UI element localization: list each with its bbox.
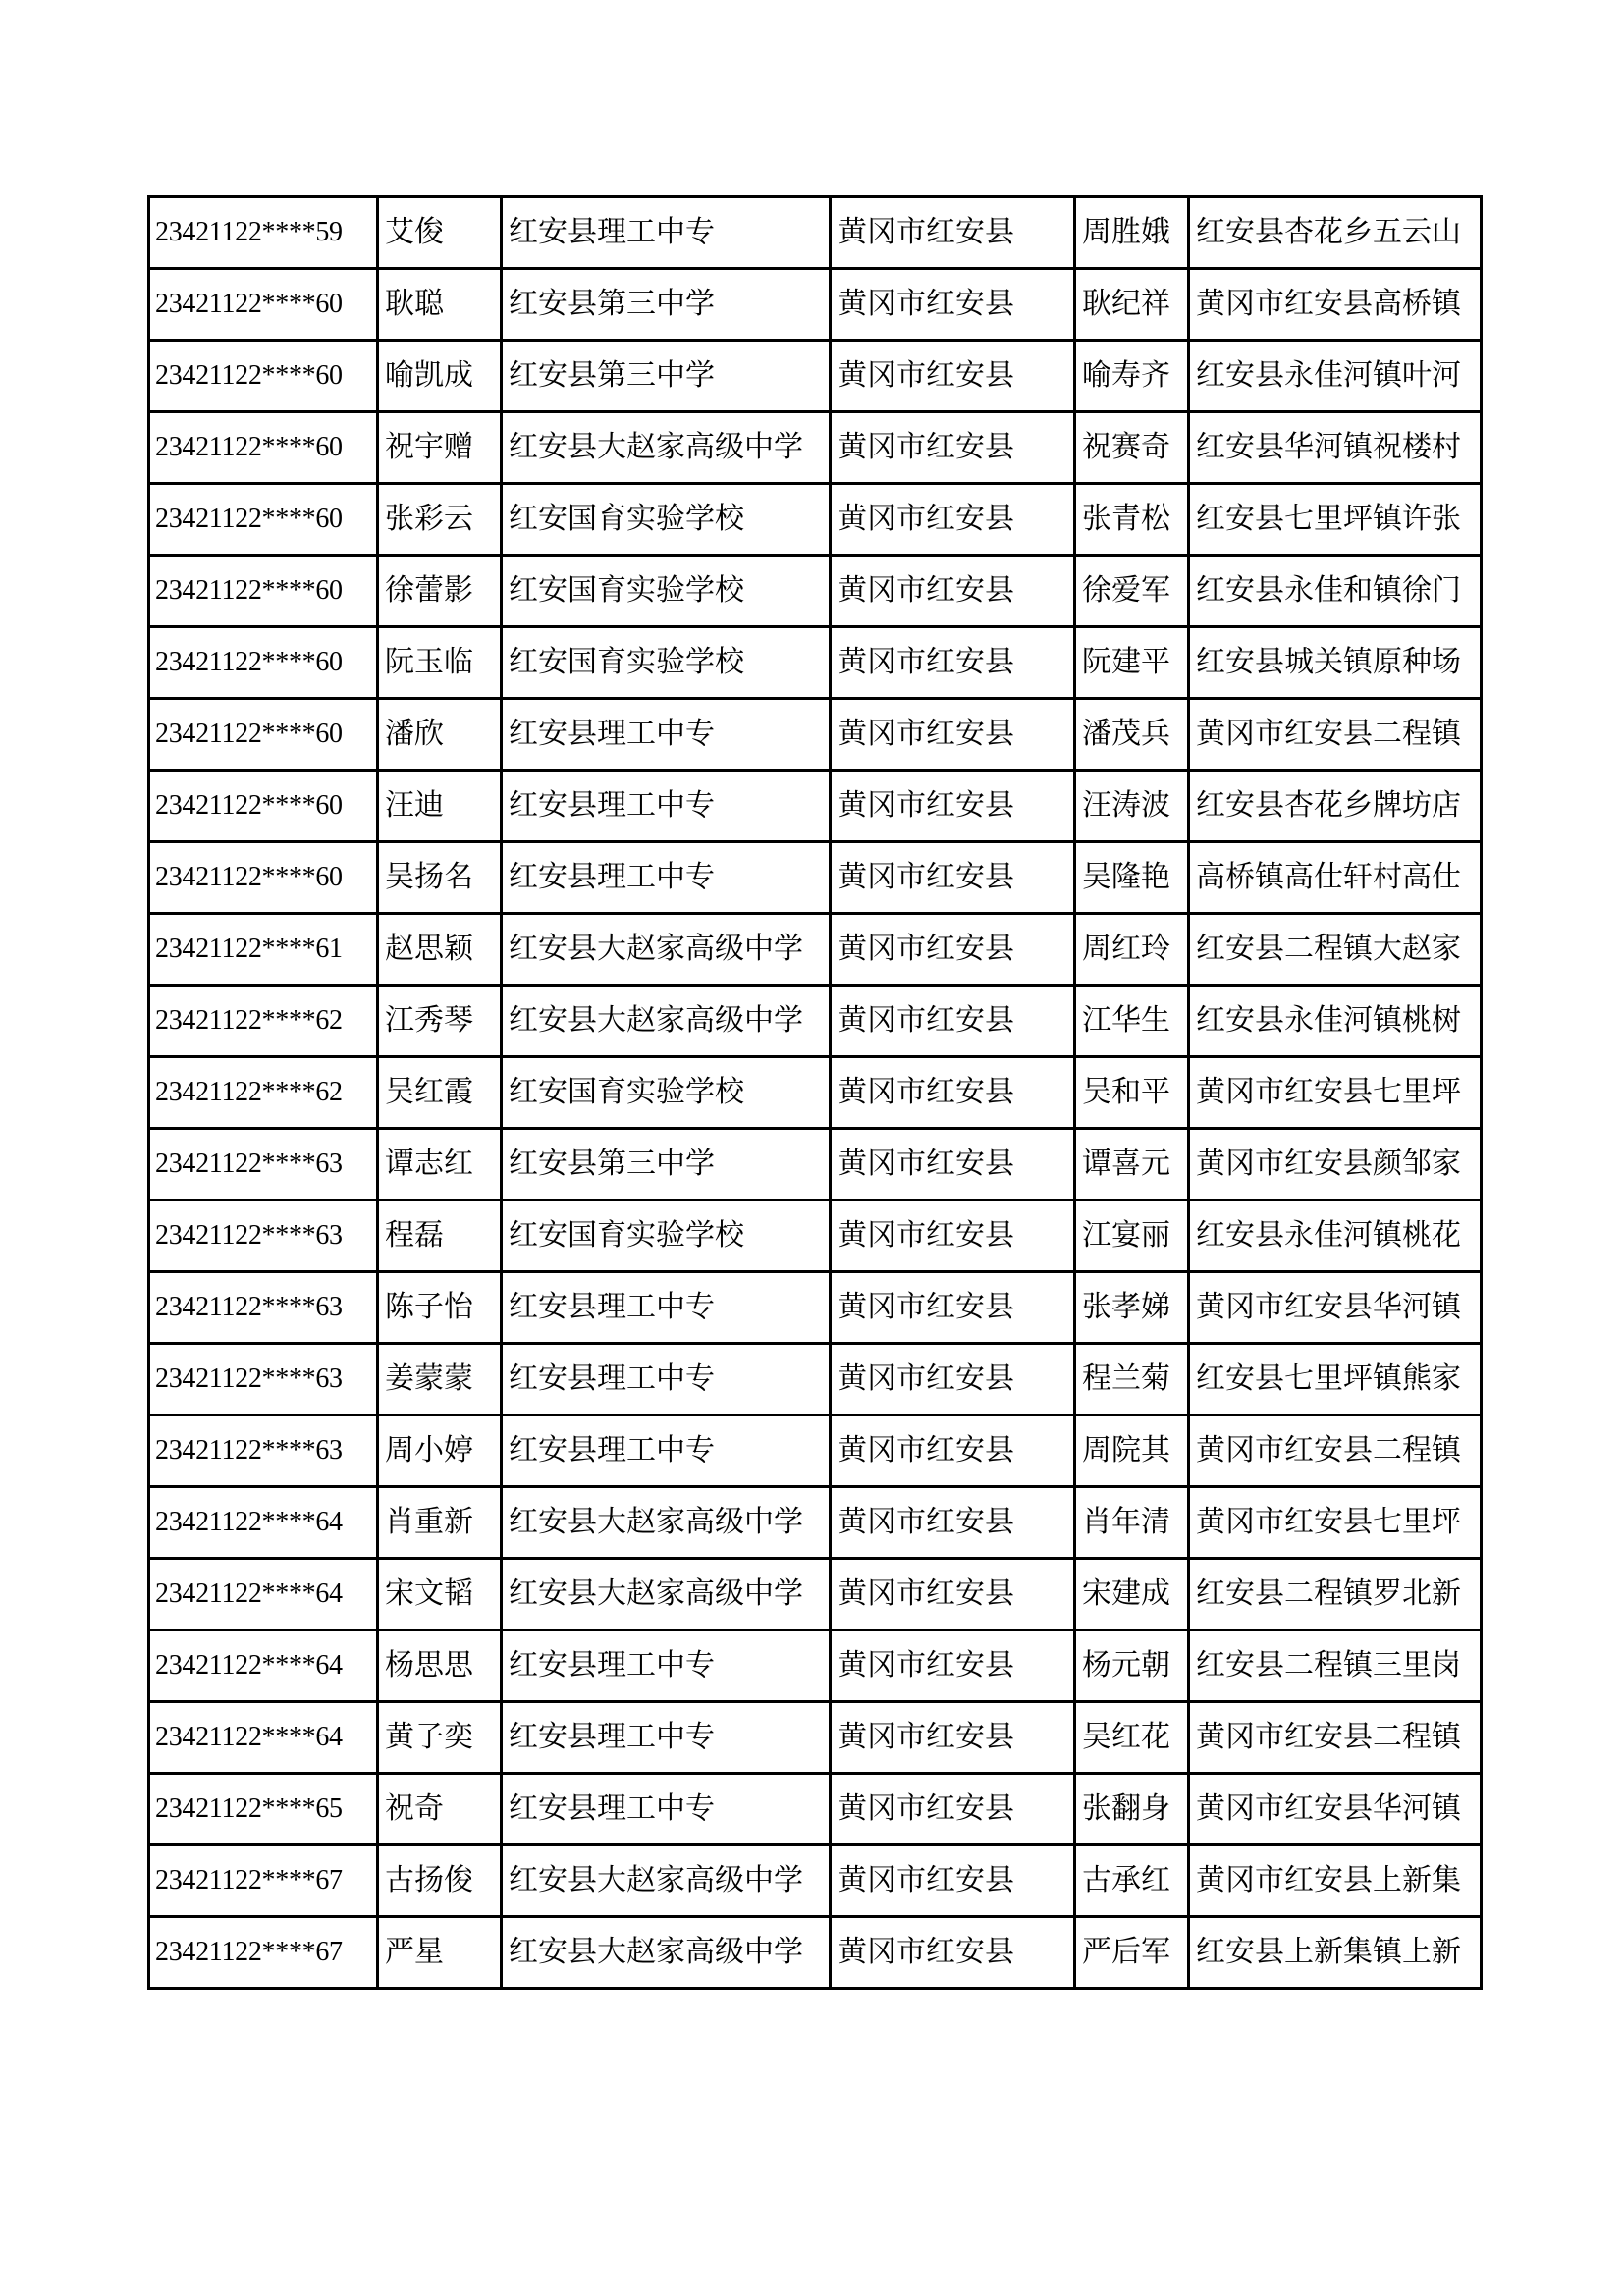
guardian-name-cell: 喻寿齐: [1075, 341, 1189, 412]
school-cell: 红安国育实验学校: [502, 484, 831, 556]
table-row: [149, 1917, 1482, 1989]
table-row: [149, 1630, 1482, 1702]
address-cell: 红安县城关镇原种场: [1189, 627, 1482, 699]
region-cell: 黄冈市红安县: [831, 1344, 1075, 1415]
school-cell: 红安县大赵家高级中学: [502, 1845, 831, 1917]
guardian-name-cell: 汪涛波: [1075, 771, 1189, 842]
address-cell: 黄冈市红安县颜邹家: [1189, 1129, 1482, 1201]
region-cell: 黄冈市红安县: [831, 269, 1075, 341]
table-row: [149, 1487, 1482, 1559]
table-row: [149, 197, 1482, 269]
guardian-name-cell: 周院其: [1075, 1415, 1189, 1487]
id-number-cell: 23421122****64: [149, 1702, 378, 1774]
id-number-cell: 23421122****63: [149, 1344, 378, 1415]
id-number-cell: 23421122****67: [149, 1917, 378, 1989]
region-cell: 黄冈市红安县: [831, 914, 1075, 986]
table-row: [149, 1702, 1482, 1774]
student-name-cell: 谭志红: [378, 1129, 502, 1201]
table-row: [149, 986, 1482, 1057]
table-row: [149, 699, 1482, 771]
id-number-cell: 23421122****65: [149, 1774, 378, 1845]
id-number-cell: 23421122****63: [149, 1201, 378, 1272]
school-cell: 红安县理工中专: [502, 1774, 831, 1845]
school-cell: 红安县理工中专: [502, 197, 831, 269]
table-row: [149, 1201, 1482, 1272]
student-name-cell: 周小婷: [378, 1415, 502, 1487]
guardian-name-cell: 周红玲: [1075, 914, 1189, 986]
address-cell: 黄冈市红安县二程镇: [1189, 1702, 1482, 1774]
table-row: [149, 1344, 1482, 1415]
guardian-name-cell: 程兰菊: [1075, 1344, 1189, 1415]
school-cell: 红安国育实验学校: [502, 627, 831, 699]
guardian-name-cell: 潘茂兵: [1075, 699, 1189, 771]
address-cell: 红安县永佳河镇桃花: [1189, 1201, 1482, 1272]
student-name-cell: 古扬俊: [378, 1845, 502, 1917]
region-cell: 黄冈市红安县: [831, 1774, 1075, 1845]
address-cell: 红安县上新集镇上新: [1189, 1917, 1482, 1989]
student-name-cell: 吴红霞: [378, 1057, 502, 1129]
address-cell: 黄冈市红安县华河镇: [1189, 1272, 1482, 1344]
student-name-cell: 宋文韬: [378, 1559, 502, 1630]
student-name-cell: 艾俊: [378, 197, 502, 269]
table-row: [149, 627, 1482, 699]
address-cell: 黄冈市红安县华河镇: [1189, 1774, 1482, 1845]
table-row: [149, 1845, 1482, 1917]
guardian-name-cell: 严后军: [1075, 1917, 1189, 1989]
id-number-cell: 23421122****64: [149, 1559, 378, 1630]
table-row: [149, 1057, 1482, 1129]
guardian-name-cell: 阮建平: [1075, 627, 1189, 699]
school-cell: 红安县大赵家高级中学: [502, 412, 831, 484]
region-cell: 黄冈市红安县: [831, 1845, 1075, 1917]
address-cell: 黄冈市红安县高桥镇: [1189, 269, 1482, 341]
region-cell: 黄冈市红安县: [831, 1917, 1075, 1989]
address-cell: 红安县永佳河镇桃树: [1189, 986, 1482, 1057]
roster-table: [147, 195, 1483, 1990]
school-cell: 红安县大赵家高级中学: [502, 1559, 831, 1630]
school-cell: 红安县理工中专: [502, 842, 831, 914]
school-cell: 红安县理工中专: [502, 1702, 831, 1774]
student-name-cell: 喻凯成: [378, 341, 502, 412]
school-cell: 红安县理工中专: [502, 1272, 831, 1344]
school-cell: 红安县大赵家高级中学: [502, 986, 831, 1057]
student-name-cell: 江秀琴: [378, 986, 502, 1057]
address-cell: 高桥镇高仕轩村高仕: [1189, 842, 1482, 914]
school-cell: 红安县理工中专: [502, 1344, 831, 1415]
school-cell: 红安国育实验学校: [502, 556, 831, 627]
address-cell: 红安县七里坪镇许张: [1189, 484, 1482, 556]
school-cell: 红安国育实验学校: [502, 1201, 831, 1272]
region-cell: 黄冈市红安县: [831, 197, 1075, 269]
student-name-cell: 祝奇: [378, 1774, 502, 1845]
id-number-cell: 23421122****60: [149, 341, 378, 412]
table-row: [149, 914, 1482, 986]
school-cell: 红安县理工中专: [502, 1630, 831, 1702]
region-cell: 黄冈市红安县: [831, 484, 1075, 556]
table-row: [149, 1415, 1482, 1487]
student-name-cell: 汪迪: [378, 771, 502, 842]
table-row: [149, 484, 1482, 556]
table-row: [149, 269, 1482, 341]
guardian-name-cell: 吴和平: [1075, 1057, 1189, 1129]
id-number-cell: 23421122****60: [149, 771, 378, 842]
address-cell: 红安县二程镇罗北新: [1189, 1559, 1482, 1630]
table-row: [149, 771, 1482, 842]
table-row: [149, 1774, 1482, 1845]
id-number-cell: 23421122****60: [149, 627, 378, 699]
address-cell: 红安县杏花乡牌坊店: [1189, 771, 1482, 842]
address-cell: 黄冈市红安县七里坪: [1189, 1487, 1482, 1559]
school-cell: 红安县大赵家高级中学: [502, 914, 831, 986]
id-number-cell: 23421122****60: [149, 484, 378, 556]
region-cell: 黄冈市红安县: [831, 1415, 1075, 1487]
id-number-cell: 23421122****59: [149, 197, 378, 269]
student-name-cell: 黄子奕: [378, 1702, 502, 1774]
guardian-name-cell: 吴隆艳: [1075, 842, 1189, 914]
guardian-name-cell: 谭喜元: [1075, 1129, 1189, 1201]
guardian-name-cell: 张孝娣: [1075, 1272, 1189, 1344]
id-number-cell: 23421122****62: [149, 1057, 378, 1129]
table-row: [149, 1272, 1482, 1344]
guardian-name-cell: 江华生: [1075, 986, 1189, 1057]
student-name-cell: 张彩云: [378, 484, 502, 556]
student-name-cell: 祝宇赠: [378, 412, 502, 484]
region-cell: 黄冈市红安县: [831, 1702, 1075, 1774]
address-cell: 黄冈市红安县上新集: [1189, 1845, 1482, 1917]
school-cell: 红安县第三中学: [502, 269, 831, 341]
student-name-cell: 潘欣: [378, 699, 502, 771]
guardian-name-cell: 江宴丽: [1075, 1201, 1189, 1272]
school-cell: 红安县第三中学: [502, 1129, 831, 1201]
region-cell: 黄冈市红安县: [831, 986, 1075, 1057]
student-name-cell: 杨思思: [378, 1630, 502, 1702]
table-row: [149, 556, 1482, 627]
school-cell: 红安县理工中专: [502, 699, 831, 771]
id-number-cell: 23421122****64: [149, 1487, 378, 1559]
id-number-cell: 23421122****60: [149, 842, 378, 914]
id-number-cell: 23421122****63: [149, 1129, 378, 1201]
student-name-cell: 赵思颖: [378, 914, 502, 986]
address-cell: 红安县华河镇祝楼村: [1189, 412, 1482, 484]
id-number-cell: 23421122****62: [149, 986, 378, 1057]
id-number-cell: 23421122****60: [149, 556, 378, 627]
guardian-name-cell: 肖年清: [1075, 1487, 1189, 1559]
guardian-name-cell: 吴红花: [1075, 1702, 1189, 1774]
roster-body: [149, 197, 1482, 1989]
student-name-cell: 吴扬名: [378, 842, 502, 914]
guardian-name-cell: 宋建成: [1075, 1559, 1189, 1630]
table-row: [149, 412, 1482, 484]
guardian-name-cell: 徐爱军: [1075, 556, 1189, 627]
address-cell: 红安县二程镇三里岗: [1189, 1630, 1482, 1702]
student-name-cell: 程磊: [378, 1201, 502, 1272]
region-cell: 黄冈市红安县: [831, 842, 1075, 914]
school-cell: 红安县理工中专: [502, 1415, 831, 1487]
guardian-name-cell: 祝赛奇: [1075, 412, 1189, 484]
region-cell: 黄冈市红安县: [831, 1129, 1075, 1201]
table-row: [149, 1559, 1482, 1630]
student-name-cell: 阮玉临: [378, 627, 502, 699]
id-number-cell: 23421122****64: [149, 1630, 378, 1702]
address-cell: 红安县永佳河镇叶河: [1189, 341, 1482, 412]
guardian-name-cell: 周胜娥: [1075, 197, 1189, 269]
school-cell: 红安县第三中学: [502, 341, 831, 412]
guardian-name-cell: 张青松: [1075, 484, 1189, 556]
table-row: [149, 842, 1482, 914]
region-cell: 黄冈市红安县: [831, 412, 1075, 484]
student-name-cell: 耿聪: [378, 269, 502, 341]
region-cell: 黄冈市红安县: [831, 1487, 1075, 1559]
region-cell: 黄冈市红安县: [831, 1630, 1075, 1702]
region-cell: 黄冈市红安县: [831, 1559, 1075, 1630]
school-cell: 红安县大赵家高级中学: [502, 1487, 831, 1559]
address-cell: 黄冈市红安县二程镇: [1189, 1415, 1482, 1487]
guardian-name-cell: 杨元朝: [1075, 1630, 1189, 1702]
region-cell: 黄冈市红安县: [831, 699, 1075, 771]
student-name-cell: 严星: [378, 1917, 502, 1989]
region-cell: 黄冈市红安县: [831, 627, 1075, 699]
region-cell: 黄冈市红安县: [831, 1201, 1075, 1272]
guardian-name-cell: 耿纪祥: [1075, 269, 1189, 341]
student-name-cell: 肖重新: [378, 1487, 502, 1559]
school-cell: 红安县大赵家高级中学: [502, 1917, 831, 1989]
id-number-cell: 23421122****63: [149, 1272, 378, 1344]
region-cell: 黄冈市红安县: [831, 556, 1075, 627]
guardian-name-cell: 古承红: [1075, 1845, 1189, 1917]
guardian-name-cell: 张翻身: [1075, 1774, 1189, 1845]
student-name-cell: 陈子怡: [378, 1272, 502, 1344]
region-cell: 黄冈市红安县: [831, 1272, 1075, 1344]
id-number-cell: 23421122****60: [149, 412, 378, 484]
address-cell: 红安县杏花乡五云山: [1189, 197, 1482, 269]
id-number-cell: 23421122****60: [149, 269, 378, 341]
address-cell: 红安县二程镇大赵家: [1189, 914, 1482, 986]
region-cell: 黄冈市红安县: [831, 1057, 1075, 1129]
id-number-cell: 23421122****63: [149, 1415, 378, 1487]
address-cell: 黄冈市红安县二程镇: [1189, 699, 1482, 771]
region-cell: 黄冈市红安县: [831, 771, 1075, 842]
school-cell: 红安国育实验学校: [502, 1057, 831, 1129]
student-name-cell: 姜蒙蒙: [378, 1344, 502, 1415]
table-row: [149, 1129, 1482, 1201]
address-cell: 红安县七里坪镇熊家: [1189, 1344, 1482, 1415]
id-number-cell: 23421122****60: [149, 699, 378, 771]
table-row: [149, 341, 1482, 412]
region-cell: 黄冈市红安县: [831, 341, 1075, 412]
id-number-cell: 23421122****67: [149, 1845, 378, 1917]
student-name-cell: 徐蕾影: [378, 556, 502, 627]
address-cell: 红安县永佳和镇徐门: [1189, 556, 1482, 627]
id-number-cell: 23421122****61: [149, 914, 378, 986]
school-cell: 红安县理工中专: [502, 771, 831, 842]
address-cell: 黄冈市红安县七里坪: [1189, 1057, 1482, 1129]
